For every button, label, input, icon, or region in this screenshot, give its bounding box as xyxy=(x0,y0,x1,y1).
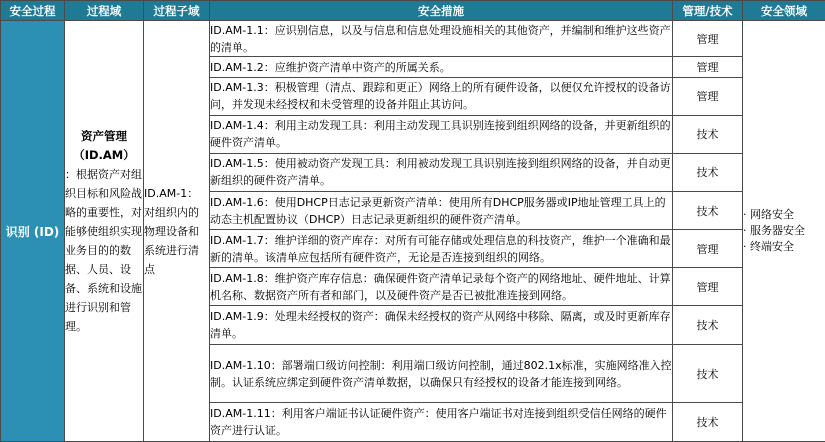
type-cell[interactable]: 技术 xyxy=(673,344,743,403)
header-row xyxy=(1,1,825,21)
type-cell[interactable]: 管理 xyxy=(673,21,743,57)
measure-cell[interactable]: ID.AM-1.1：应识别信息，以及与信息和信息处理设施相关的其他资产，并编制和维护这些资产的清单。 xyxy=(210,21,673,57)
type-cell[interactable]: 技术 xyxy=(673,153,743,191)
domain-cell[interactable] xyxy=(65,21,144,442)
domain-title-line2: （ID.AM） xyxy=(73,147,135,162)
measure-cell[interactable]: ID.AM-1.5：使用被动资产发现工具：利用被动发现工具识别连接到组织网络的设备，并自动更新组织的硬件资产清单。 xyxy=(210,153,673,191)
security-area-cell[interactable] xyxy=(743,21,825,442)
type-cell[interactable]: 管理 xyxy=(673,57,743,77)
measure-cell[interactable]: ID.AM-1.3：积极管理（清点、跟踪和更正）网络上的所有硬件设备，以便仅允许授权的设备访问，并发现未经授权和未受管理的设备并阻止其访问。 xyxy=(210,77,673,115)
measure-cell[interactable]: ID.AM-1.7：维护详细的资产库存：对所有可能存储或处理信息的科技资产，维护一个准确和最新的清单。该清单应包括所有硬件资产，无论是否连接到组织的网络。 xyxy=(210,230,673,267)
type-cell[interactable]: 管理 xyxy=(673,267,743,305)
header-security-measures[interactable]: 安全措施 xyxy=(210,1,673,21)
measure-cell[interactable]: ID.AM-1.8：维护资产库存信息：确保硬件资产清单记录每个资产的网络地址、硬件地址、计算机名称、数据资产所有者和部门，以及硬件资产是否已被批准连接到网络。 xyxy=(210,267,673,305)
type-cell[interactable]: 管理 xyxy=(673,77,743,115)
security-area-item: · 终端安全 xyxy=(743,240,794,253)
domain-description: ：根据资产对组织目标和风险战略的重要性，对能够使组织实现业务目的的数据、人员、设备、系统和设施进行识别和管理。 xyxy=(65,167,142,333)
measure-cell[interactable]: ID.AM-1.10：部署端口级访问控制：利用端口级访问控制，通过802.1x标准，实施网络准入控制。认证系统应绑定到硬件资产清单数据，以确保只有经授权的设备才能连接到网络。 xyxy=(210,344,673,403)
header-security-process[interactable]: 安全过程 xyxy=(1,1,65,21)
header-process-domain[interactable]: 过程域 xyxy=(65,1,144,21)
header-security-area[interactable]: 安全领域 xyxy=(743,1,825,21)
measure-cell[interactable]: ID.AM-1.11：利用客户端证书认证硬件资产：使用客户端证书对连接到组织受信任网络的硬件资产进行认证。 xyxy=(210,403,673,442)
measure-cell[interactable]: ID.AM-1.4：利用主动发现工具：利用主动发现工具识别连接到组织网络的设备，并更新组织的硬件资产清单。 xyxy=(210,116,673,153)
type-cell[interactable]: 管理 xyxy=(673,230,743,267)
subdomain-cell[interactable]: ID.AM-1：对组织内的物理设备和系统进行清点 xyxy=(144,21,210,442)
type-cell[interactable]: 技术 xyxy=(673,403,743,442)
security-area-item: · 服务器安全 xyxy=(743,224,805,237)
measure-cell[interactable]: ID.AM-1.2：应维护资产清单中资产的所属关系。 xyxy=(210,57,673,77)
domain-title-line1: 资产管理 xyxy=(81,128,127,143)
header-process-subdomain[interactable]: 过程子域 xyxy=(144,1,210,21)
type-cell[interactable]: 技术 xyxy=(673,192,743,230)
measure-cell[interactable]: ID.AM-1.9：处理未经授权的资产：确保未经授权的资产从网络中移除、隔离，或及时更新库存清单。 xyxy=(210,306,673,344)
header-management-technical[interactable]: 管理/技术 xyxy=(673,1,743,21)
type-cell[interactable]: 技术 xyxy=(673,116,743,153)
measure-cell[interactable]: ID.AM-1.6：使用DHCP日志记录更新资产清单：使用所有DHCP服务器或IP地址管理工具上的动态主机配置协议（DHCP）日志记录更新组织的硬件资产清单。 xyxy=(210,192,673,230)
table-row xyxy=(1,21,825,57)
security-area-item: · 网络安全 xyxy=(743,208,794,221)
process-cell[interactable]: 识别 (ID) xyxy=(1,21,65,442)
type-cell[interactable]: 技术 xyxy=(673,306,743,344)
